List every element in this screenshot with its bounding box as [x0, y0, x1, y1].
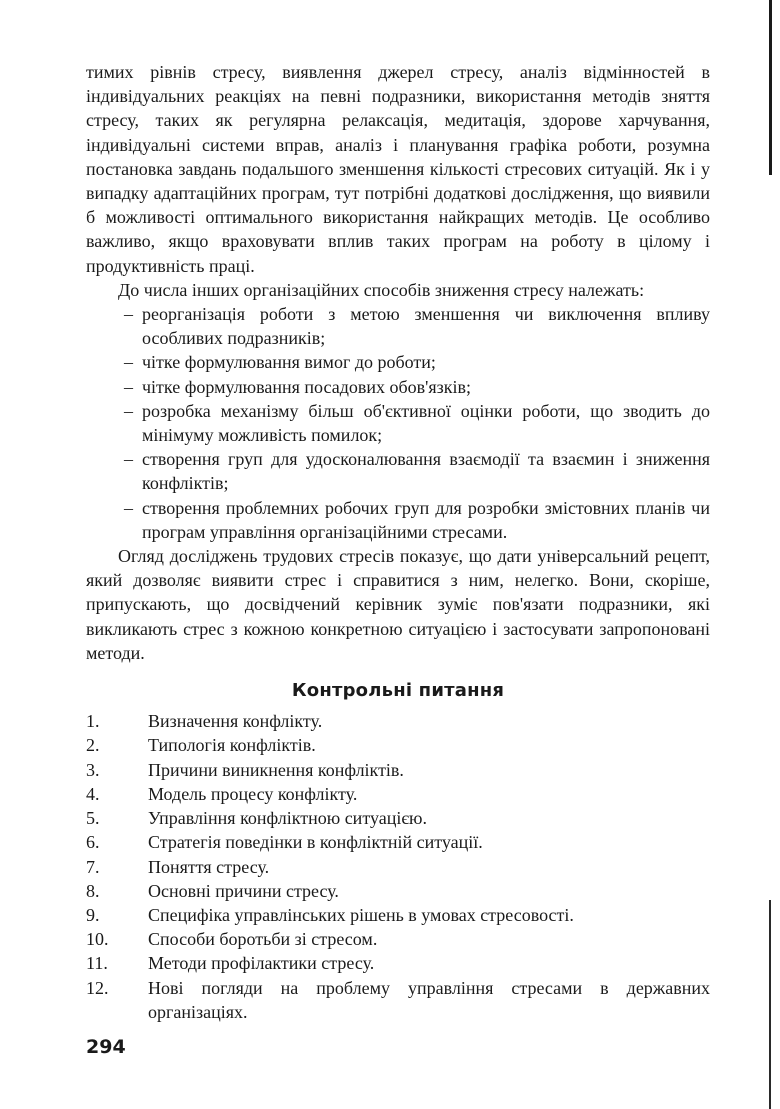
question-item: 12. Нові погляди на проблему управління стресами в державних організаціях. [86, 977, 710, 1022]
dash-marker: – [124, 352, 133, 373]
list-item: – реорганізація роботи з метою зменшення чи виключення впливу особливих подразників; [124, 304, 710, 349]
question-item: 5. Управління конфліктною ситуацією. [86, 806, 710, 830]
question-number: 6. [86, 832, 100, 853]
question-item: 10. Способи боротьби зі стресом. [86, 927, 710, 951]
dash-marker: – [124, 497, 133, 518]
paragraph-continuation: тимих рівнів стресу, виявлення джерел стресу, аналіз відмінностей в індивідуальних реакціях на певні подразники, використання методів зняття стресу, таких як регулярна релаксація, медитація, здорове харчування, індивідуальні системи вправ, аналіз і планування графіка роботи, розумна постановка завдань подальшого зменшення кількості стресових ситуацій. Як і у випадку адаптаційних програм, тут потрібні додаткові дослідження, що виявили б можливості оптимального використання найкращих методів. Це особливо важливо, якщо враховувати вплив таких програм на роботу в цілому і продуктивність праці. [86, 62, 710, 276]
dash-marker: – [124, 304, 133, 325]
question-number: 1. [86, 711, 100, 732]
dash-marker: – [124, 449, 133, 470]
question-item: 3. Причини виникнення конфліктів. [86, 758, 710, 782]
page-body [86, 60, 710, 1024]
question-item: 6. Стратегія поведінки в конфліктній ситуації. [86, 830, 710, 854]
question-number: 2. [86, 735, 100, 756]
list-item: – чітке формулювання вимог до роботи; [86, 350, 710, 374]
dash-marker: – [124, 376, 133, 397]
question-number: 3. [86, 759, 100, 780]
question-number: 5. [86, 808, 100, 829]
question-item: 1. Визначення конфлікту. [86, 709, 710, 733]
dash-marker: – [124, 400, 133, 421]
question-item: 9. Специфіка управлінських рішень в умовах стресовості. [86, 903, 710, 927]
question-number: 8. [86, 880, 100, 901]
list-item: – створення груп для удосконалювання взаємодії та взаємин і зниження конфліктів; [124, 449, 710, 494]
section-title: Контрольні питання [291, 680, 505, 702]
question-number: 7. [86, 856, 100, 877]
list-item: – чітке формулювання посадових обов'язків; [86, 375, 710, 399]
question-number: 12. [86, 977, 109, 998]
question-number: 9. [86, 904, 100, 925]
list-item: – розробка механізму більш об'єктивної оцінки роботи, що зводить до мінімуму можливість помилок; [124, 400, 710, 446]
page-number: 294 [86, 1036, 126, 1058]
question-item: 4. Модель процесу конфлікту. [86, 782, 710, 806]
paragraph-methods-intro: До числа інших організаційних способів зниження стресу належать: [118, 279, 645, 300]
questions-list [86, 709, 710, 1024]
list-item: – створення проблемних робочих груп для розробки змістовних планів чи програм управління організаційними стресами. [124, 497, 710, 542]
question-number: 10. [86, 929, 109, 950]
question-item: 2. Типологія конфліктів. [86, 733, 710, 757]
question-item: 8. Основні причини стресу. [86, 879, 710, 903]
page-edge-shadow [769, 0, 772, 175]
question-item: 11. Методи профілактики стресу. [86, 951, 710, 975]
methods-list [86, 302, 710, 544]
page-edge-shadow-bottom [769, 900, 771, 1109]
question-number: 4. [86, 783, 100, 804]
paragraph-conclusion: Огляд досліджень трудових стресів показує, що дати універсальний рецепт, який дозволяє виявити стрес і справитися з ним, нелегко. Вони, скоріше, припускають, що досвідчений керівник зуміє пов'язати подразники, які викликають стрес з кожною конкретною ситуацією і застосувати запропоновані методи. [86, 546, 710, 663]
question-item: 7. Поняття стресу. [86, 855, 710, 879]
question-number: 11. [86, 953, 108, 974]
